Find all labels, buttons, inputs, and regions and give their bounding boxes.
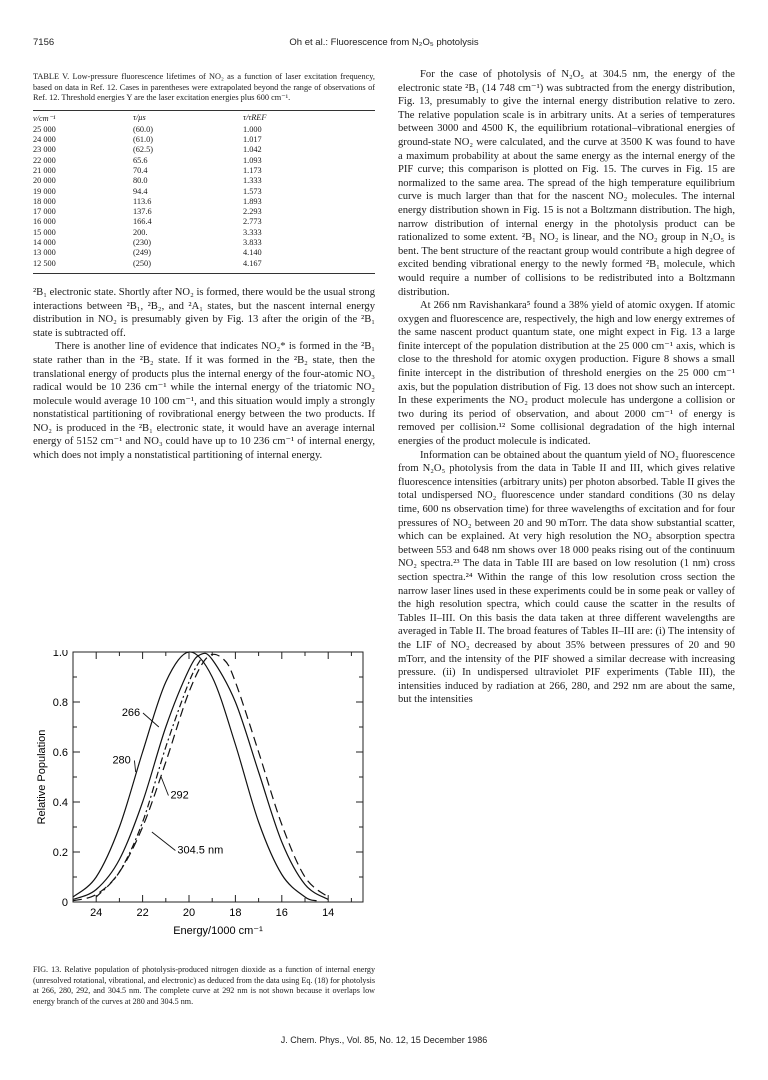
table-row — [33, 207, 375, 217]
lifetime-table — [33, 111, 375, 269]
table-cell: 94.4 — [133, 186, 148, 196]
table-cell: 166.4 — [133, 217, 152, 227]
right-paragraph-1: For the case of photolysis of N₂O₅ at 304.5 nm, the energy of the electronic state ²B₁ (14 748 cm⁻¹) was subtracted from the energy distribution, Fig. 13, presumably to give the internal energy distribution relative to zero. The relative population scale is in arbitrary units. At a series of temperatures between 3000 and 4500 K, the equilibrium rotational–vibrational energies of ground-state NO₂ were calculated, and the curve at 3500 K was found to have a maximum probability at about the same energy as the internal energy of the PIF curve; this comparison is plotted on Fig. 15. The curves in Fig. 15 are normalized to the same area. The spread of the high temperature equilibrium curve is much larger than that for the nascent NO₂ molecules. The internal energy distribution shown in Fig. 15 is not a Boltzmann distribution. The high, narrow distribution of internal energy in the photolysis product can be rationalized to some extent. ²B₁ NO₂ is linear, and the NO₂ group in N₂O₅ is bent. The bent structure of the reactant group would contribute a high degree of excited bending vibrational energy to the newly formed ²B₁ molecule, which would require a number of collisions to be redistributed into a Boltzmann distribution. — [398, 69, 735, 298]
right-column — [398, 68, 735, 707]
table-cell: 1.333 — [243, 176, 262, 186]
table-header-row — [33, 111, 375, 125]
table-cell: 1.093 — [243, 155, 262, 165]
table-row — [33, 259, 375, 269]
table-cell: 70.4 — [133, 165, 148, 175]
table-row — [33, 166, 375, 176]
table-body — [33, 125, 375, 269]
table-cell: (230) — [133, 238, 151, 248]
series-line-266 — [73, 652, 317, 901]
table-caption: TABLE V. Low-pressure fluorescence lifetimes of NO₂ as a function of laser excitation frequency, based on data in Ref. 12. Cases in parentheses were extrapolated beyond the range of observations of Ref. 12. Threshold energies Y are the laser excitation energies plus 600 cm⁻¹. — [33, 72, 375, 103]
table-row — [33, 197, 375, 207]
table-cell: 4.140 — [243, 248, 262, 258]
table-cell: 2.773 — [243, 217, 262, 227]
table-cell: 137.6 — [133, 207, 152, 217]
table-row — [33, 156, 375, 166]
y-tick-label: 0.8 — [52, 697, 68, 709]
table-cell: 20 000 — [33, 176, 56, 186]
table-row — [33, 238, 375, 248]
table-cell: 15 000 — [33, 227, 56, 237]
x-tick-label: 22 — [136, 907, 149, 919]
table-cell: 3.333 — [243, 227, 262, 237]
table-cell: 200. — [133, 227, 148, 237]
table-cell: 12 500 — [33, 258, 56, 268]
figure-caption: FIG. 13. Relative population of photolysis-produced nitrogen dioxide as a function of internal energy (unresolved rotational, vibrational, and electronic) as deduced from the data using Eq. (18) for photolysis at 266, 280, 292, and 304.5 nm. The complete curve at 292 nm is not shown because it overlaps low energy branch of the curves at 280 and 304.5 nm. — [33, 965, 375, 1006]
table-cell: 4.167 — [243, 258, 262, 268]
table-cell: (250) — [133, 258, 151, 268]
table-row — [33, 228, 375, 238]
series-label: 266 — [121, 707, 141, 719]
y-tick-label: 1.0 — [52, 650, 68, 659]
x-tick-label: 20 — [182, 907, 196, 919]
table-cell: 1.573 — [243, 186, 262, 196]
footer-citation: J. Chem. Phys., Vol. 85, No. 12, 15 December 1986 — [280, 1035, 488, 1045]
y-tick-label: 0.2 — [52, 847, 68, 859]
table-cell: 65.6 — [133, 155, 148, 165]
x-tick-label: 24 — [90, 907, 103, 919]
leader-line — [152, 832, 176, 851]
table-cell: 19 000 — [33, 186, 56, 196]
leader-line — [134, 761, 135, 773]
table-cell: 16 000 — [33, 217, 56, 227]
left-body-text — [33, 286, 375, 463]
y-tick-label: 0.6 — [52, 747, 68, 759]
table-cell: 22 000 — [33, 155, 56, 165]
y-axis-label: Relative Population — [36, 729, 48, 825]
table-cell: (60.0) — [133, 124, 154, 134]
table-cell: 1.893 — [243, 196, 262, 206]
table-row — [33, 187, 375, 197]
right-paragraph-3: Information can be obtained about the quantum yield of NO₂ fluorescence from N₂O₅ photolysis from the data in Table II and III, which gives relative fluorescence intensities (arbitrary units) per photon absorbed. Table II gives the total undispersed NO₂ fluorescence under standard conditions (30 ns delay time, 600 ns observation time) for three wavelengths of excitation and for four pressures of NO₂ between 20 and 90 mTorr. The data show substantial scatter, which can be explained. At very high resolution the NO₂ absorption spectra between 553 and 648 nm shows over 18 000 peaks rising out of the continuum NO₂ spectra.²³ The data in Table III are based on low resolution (1 nm) cross section spectra.²⁴ Within the range of this low resolution cross section the narrow laser lines used in these experiments could be in some peak or valley of the high resolution spectra, which could cause the scatter in the results of Tables II–III. On this basis the data taken at three different wavelengths are averaged in Table II. The broad features of Tables II–III are: (i) The intensity of the LIF of NO₂ decreased by about 35% between pressures of 20 and 90 mTorr, and the intensity of the PIF showed a similar decrease with increasing pressure. (ii) In undispersed ultraviolet PIF experiments (Table III), the intensities induced by radiation at 266, 280, and 292 nm are about the same, but the intensities — [398, 449, 735, 706]
series-label: 292 — [170, 789, 189, 802]
y-tick-label: 0.4 — [52, 797, 68, 809]
series-line-280 — [73, 653, 328, 899]
table-cell: 23 000 — [33, 145, 56, 155]
table-cell: 1.017 — [243, 135, 262, 145]
table-cell: 14 000 — [33, 238, 56, 248]
y-tick-label: 0 — [61, 897, 68, 909]
table-cell: 18 000 — [33, 196, 56, 206]
running-title: Oh et al.: Fluorescence from N₂O₅ photolysis — [289, 37, 479, 48]
table-cell: 1.173 — [243, 165, 262, 175]
table-cell: (62.5) — [133, 145, 154, 155]
left-paragraph-1: ²B₁ electronic state. Shortly after NO₂ is formed, there would be the usual strong interactions between ²B₁, ²B₂, and ²A₁ states, but the nascent internal energy distribution in NO₂ is presumably given by Fig. 13 after the origin of the ²B₁ state is subtracted off. — [33, 286, 375, 339]
table-cell: (61.0) — [133, 135, 154, 145]
table-header-ratio: τ/τREF — [243, 113, 267, 123]
table-cell: 1.042 — [243, 145, 262, 155]
table-cell: 17 000 — [33, 207, 56, 217]
table-row — [33, 217, 375, 227]
table-cell: 3.833 — [243, 238, 262, 248]
table-cell: 1.000 — [243, 124, 262, 134]
axis-ticks — [53, 650, 363, 919]
table-cell: 13 000 — [33, 248, 56, 258]
series-labels — [112, 707, 223, 857]
series-label: 280 — [112, 754, 131, 767]
figure-13 — [33, 650, 375, 962]
x-tick-label: 18 — [229, 907, 242, 919]
table-row — [33, 125, 375, 135]
x-tick-label: 16 — [275, 907, 288, 919]
page-number: 7156 — [33, 37, 55, 48]
right-paragraph-2: At 266 nm Ravishankara⁵ found a 38% yield of atomic oxygen. If atomic oxygen and fluorescence are, respectively, the high and low energy extremes of the same nascent product quantum state, one might expect in Fig. 13 a large finite intercept of the population distribution at the 25 000 cm⁻¹ axis, which is close to the threshold for atomic oxygen production. Figure 8 shows a small finite intercept in the distribution of threshold energies on the 25 000 cm⁻¹ axis, but the population distribution of Fig. 13 does not show such an intercept. In these experiments the NO₂ product molecule has undergone a collision or two during its period of observation, and about 2000 cm⁻¹ of energy is removed per collision.¹² Some collisional degradation of the high internal energies of the product molecule is indicated. — [398, 300, 735, 448]
x-axis-label: Energy/1000 cm⁻¹ — [173, 925, 263, 937]
table-cell: 24 000 — [33, 135, 56, 145]
table-cell: 113.6 — [133, 196, 152, 206]
table-row — [33, 135, 375, 145]
table-row — [33, 145, 375, 155]
table-cell: 25 000 — [33, 124, 56, 134]
table-cell: (249) — [133, 248, 151, 258]
table-header-freq: ν/cm⁻¹ — [33, 113, 56, 123]
series-lines — [73, 652, 328, 901]
table-cell: 80.0 — [133, 176, 148, 186]
table-row — [33, 248, 375, 258]
left-paragraph-2: There is another line of evidence that indicates NO₂* is formed in the ²B₁ state rather than in the ²B₂ state. If it was formed in the ²B₂ state, then the translational energy of products plus the internal energy of the four-atomic NO₃ radical would be 10 236 cm⁻¹ while the internal energy of the triatomic NO₂ molecule would average 10 100 cm⁻¹, and this situation would imply a strongly nonstatistical partitioning of rovibrational energy between the two products. If NO₂ is produced in the ²B₁ electronic state, it would have an average internal energy of 5152 cm⁻¹ and NO₃ could have up to 10 236 cm⁻¹ of internal energy, which does not imply a nonstatistical partitioning of internal energy. — [33, 341, 375, 462]
table-cell: 21 000 — [33, 165, 56, 175]
series-line-292 — [96, 660, 200, 898]
series-line-304-5 — [73, 654, 328, 900]
table-row — [33, 176, 375, 186]
series-label: 304.5 nm — [177, 844, 224, 857]
population-chart — [33, 650, 375, 962]
leader-line — [161, 777, 168, 796]
table-header-tau: τ/μs — [133, 113, 146, 123]
left-column — [33, 72, 375, 463]
x-tick-label: 14 — [322, 907, 335, 919]
table-cell: 2.293 — [243, 207, 262, 217]
